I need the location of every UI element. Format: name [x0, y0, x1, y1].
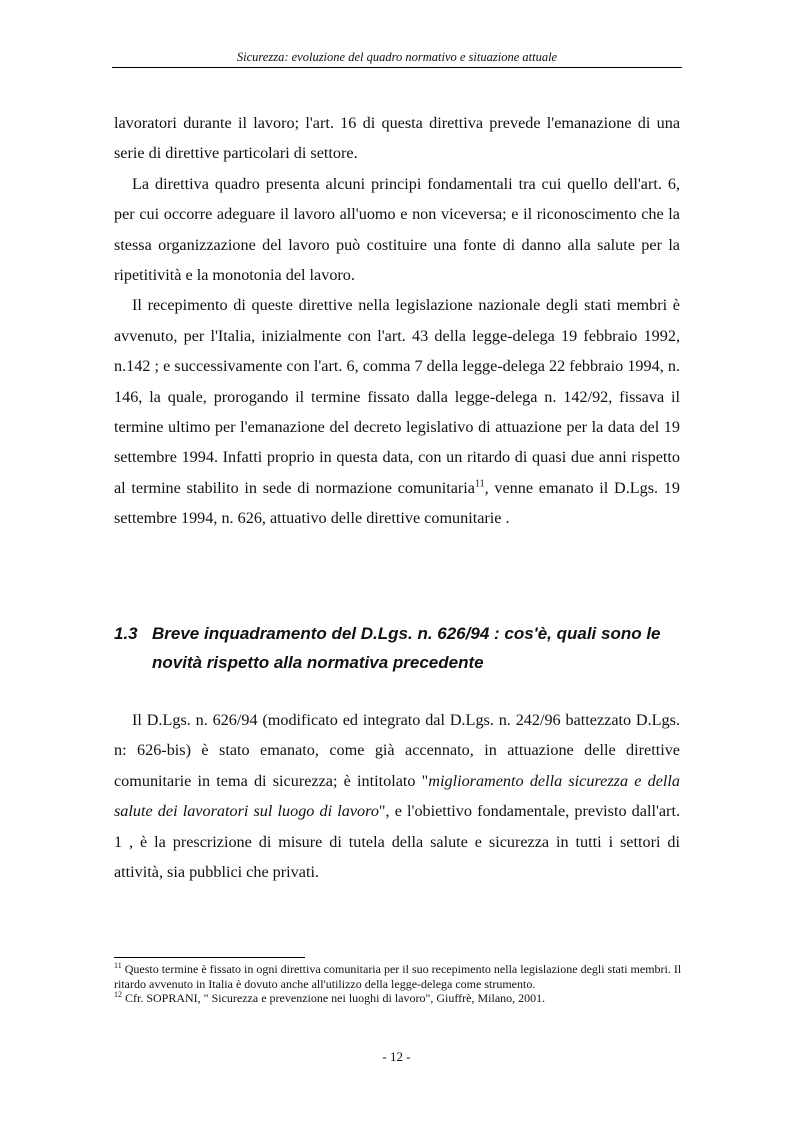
page-number: - 12 -: [382, 1049, 411, 1064]
body-text-bottom: [114, 705, 680, 887]
paragraph-4-text: Il D.Lgs. n. 626/94 (modificato ed integrato dal D.Lgs. n. 242/96 battezzato D.Lgs. n: 626-bis) è stato emanato, come già accennato, in attuazione delle direttive comunitarie in tema di sicurezza; è intitolato ": [114, 711, 680, 790]
footnote-mark: 12: [114, 990, 122, 999]
decree-title-italic: miglioramento della sicurezza e della salute dei lavoratori sul luogo di lavoro: [114, 771, 680, 821]
paragraph-3-text: Il recepimento di queste direttive nella legislazione nazionale degli stati membri è avvenuto, per l'Italia, inizialmente con l'art. 43 della legge-delega 19 febbraio 1992, n.142 ; e successivamente con l'art. 6, comma 7 della legge-delega 22 febbraio 1994, n. 146, la quale, prorogando il termine fissato dalla legge-delega n. 142/92, fissava il termine ultimo per l'emanazione del decreto legislativo di attuazione per la data del 19 settembre 1994. Infatti proprio in questa data, con un ritardo di quasi due anni rispetto al termine stabilito in sede di normazione comunitaria: [114, 296, 680, 497]
section-heading: [114, 619, 682, 677]
body-text-top: [114, 108, 680, 534]
footnote-text: Cfr. SOPRANI, " Sicurezza e prevenzione nei luoghi di lavoro", Giuffrè, Milano, 2001.: [122, 991, 546, 1005]
paragraph-2: La direttiva quadro presenta alcuni principi fondamentali tra cui quello dell'art. 6, per cui occorre adeguare il lavoro all'uomo e non viceversa; e il riconoscimento che la stessa organizzazione del lavoro può costituire una fonte di danno alla salute per la ripetitività e la monotonia del lavoro.: [114, 174, 680, 285]
footnote-12: [114, 991, 684, 1006]
running-header: Sicurezza: evoluzione del quadro normativo e situazione attuale: [236, 50, 558, 64]
footnote-ref-11[interactable]: 11: [474, 478, 485, 490]
header-divider: [112, 67, 682, 68]
paragraph-4: [114, 705, 680, 887]
paragraph-1: lavoratori durante il lavoro; l'art. 16 di questa direttiva prevede l'emanazione di una serie di direttive particolari di settore.: [114, 114, 680, 163]
paragraph-3-text-end: , venne emanato il D.Lgs. 19 settembre 1994, n. 626, attuativo delle direttive comunitarie .: [114, 478, 680, 528]
section-number: 1.3: [114, 624, 138, 643]
footnote-mark: 11: [114, 961, 122, 970]
footnote-divider: [114, 957, 305, 958]
footnotes: [114, 962, 684, 1006]
section-title: Breve inquadramento del D.Lgs. n. 626/94 : cos'è, quali sono le novità rispetto alla normativa precedente: [152, 624, 661, 672]
footnote-11: [114, 962, 684, 991]
paragraph-4-text-end: ", e l'obiettivo fondamentale, previsto dall'art. 1 , è la prescrizione di misure di tutela della salute e sicurezza in tutti i settori di attività, sia pubblici che privati.: [114, 802, 680, 882]
paragraph-3: [114, 290, 680, 533]
footnote-text: Questo termine è fissato in ogni direttiva comunitaria per il suo recepimento nella legislazione degli stati membri. Il ritardo avvenuto in Italia è dovuto anche all'utilizzo della legge-delega come strumento.: [114, 962, 682, 991]
